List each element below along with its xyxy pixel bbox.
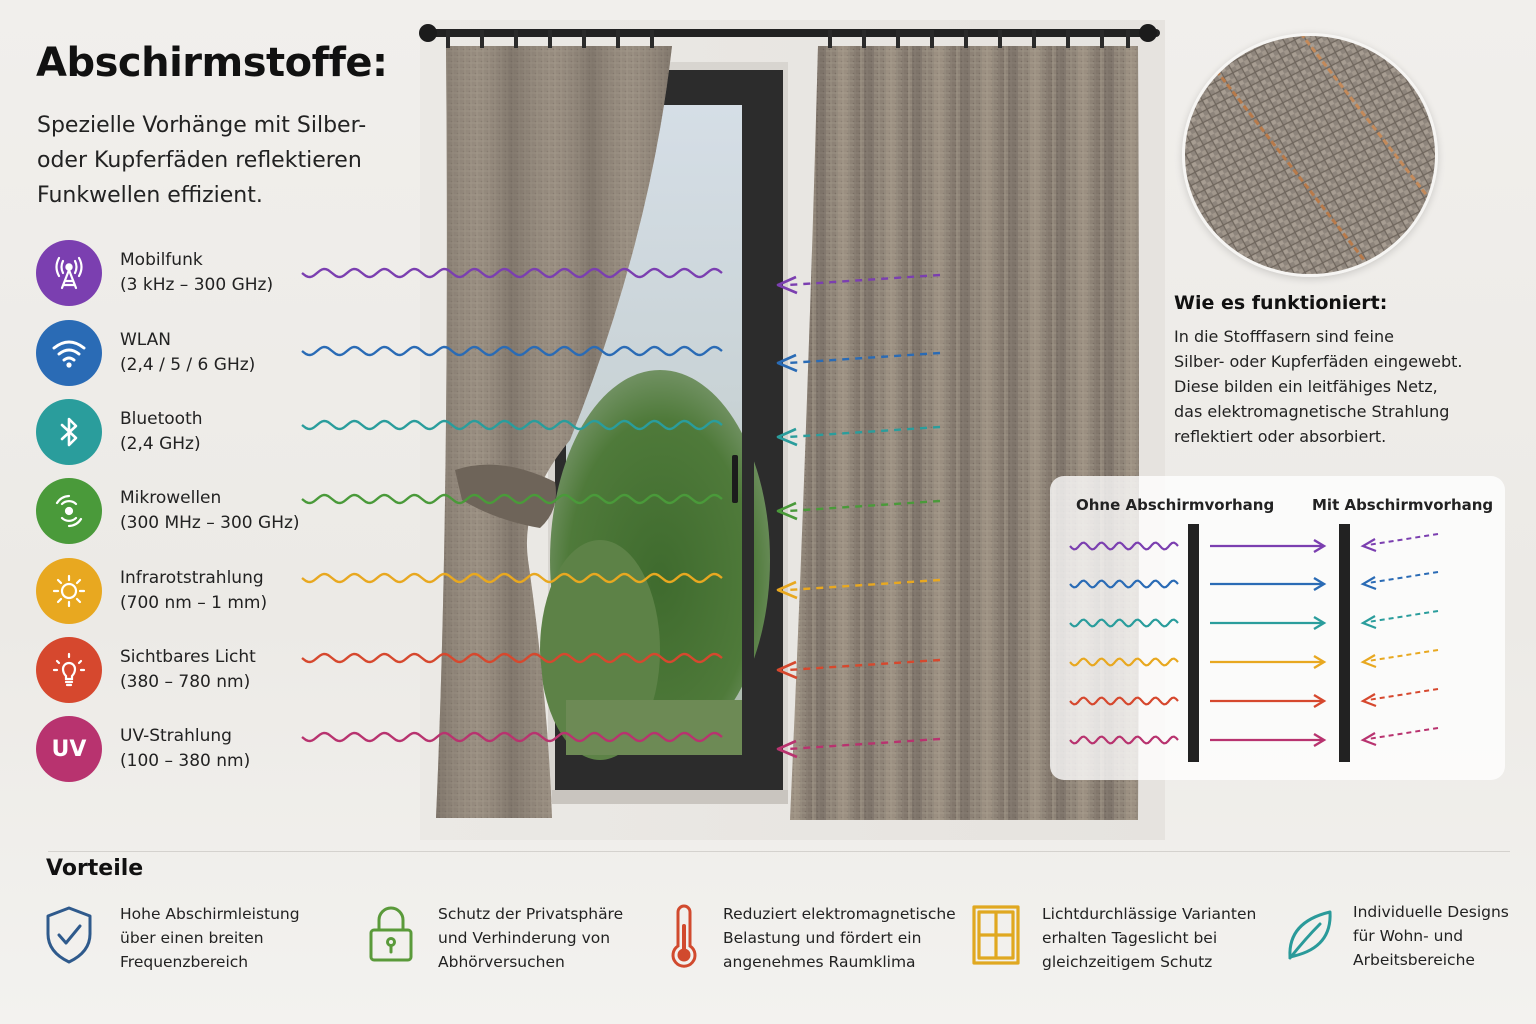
reflect-arrow — [1368, 611, 1438, 622]
comparison-wave — [1070, 620, 1178, 627]
band-name: Sichtbares Licht — [120, 647, 256, 667]
reflect-arrow — [1368, 728, 1438, 739]
reflect-arrow — [1368, 572, 1438, 583]
band-mobilfunk — [36, 240, 326, 310]
comparison-wave — [1070, 543, 1178, 550]
band-bluetooth — [36, 399, 326, 469]
with-curtain-label: Mit Abschirmvorhang — [1312, 496, 1494, 514]
window-sill — [552, 790, 788, 804]
window-mullion — [742, 80, 754, 780]
band-wlan — [36, 320, 326, 390]
band-name: UV-Strahlung — [120, 726, 232, 746]
leaf-icon — [1280, 902, 1338, 966]
comparison-wave — [1070, 659, 1178, 666]
padlock-icon — [362, 902, 420, 966]
advantages-title: Vorteile — [46, 856, 144, 881]
band-range: (100 – 380 nm) — [120, 751, 251, 771]
band-name: Bluetooth — [120, 409, 203, 429]
barrier-left — [1188, 524, 1199, 762]
comparison-panel — [1050, 476, 1505, 780]
reflect-arrow — [1368, 534, 1438, 545]
band-range: (3 kHz – 300 GHz) — [120, 275, 274, 295]
band-mikrowellen — [36, 478, 326, 548]
how-line: Diese bilden ein leitfähiges Netz, — [1174, 377, 1438, 396]
band-uv — [36, 716, 326, 786]
how-line: das elektromagnetische Strahlung — [1174, 402, 1450, 421]
page-title: Abschirmstoffe: — [36, 40, 388, 86]
how-it-works-title: Wie es funktioniert: — [1174, 292, 1388, 314]
advantage-text: Schutz der Privatsphäre und Verhinderung von Abhörversuchen — [438, 905, 624, 971]
advantage-text: Lichtdurchlässige Varianten erhalten Tageslicht bei gleichzeitigem Schutz — [1042, 905, 1257, 971]
how-line: reflektiert oder absorbiert. — [1174, 427, 1387, 446]
uv-icon: UV — [36, 716, 102, 782]
advantage-text: Hohe Abschirmleistung über einen breiten Frequenzbereich — [120, 905, 300, 971]
band-licht — [36, 637, 326, 707]
band-infrarot — [36, 558, 326, 628]
comparison-wave — [1070, 698, 1178, 705]
section-divider — [48, 851, 1510, 852]
band-name: Mobilfunk — [120, 250, 203, 270]
bluetooth-icon — [36, 399, 102, 465]
comparison-wave — [1070, 581, 1178, 588]
comparison-wave — [1070, 737, 1178, 744]
sun-icon — [36, 558, 102, 624]
band-range: (2,4 / 5 / 6 GHz) — [120, 355, 256, 375]
band-range: (300 MHz – 300 GHz) — [120, 513, 300, 533]
bulb-icon — [36, 637, 102, 703]
shield-check-icon — [40, 902, 98, 966]
rod-end-left — [419, 24, 437, 42]
how-line: In die Stofffasern sind feine — [1174, 327, 1394, 346]
how-it-works-text — [1174, 324, 1504, 449]
without-curtain-label: Ohne Abschirmvorhang — [1076, 496, 1275, 514]
antenna-icon — [36, 240, 102, 306]
band-name: Mikrowellen — [120, 488, 222, 508]
hedge — [566, 700, 742, 755]
window-icon — [966, 902, 1024, 966]
fabric-closeup — [1182, 33, 1438, 277]
advantage-text: Reduziert elektromagnetische Belastung und fördert ein angenehmes Raumklima — [723, 905, 956, 971]
page-subtitle: Spezielle Vorhänge mit Silber- oder Kupferfäden reflektieren Funkwellen effizient. — [37, 113, 367, 208]
advantage-text: Individuelle Designs für Wohn- und Arbeitsbereiche — [1353, 903, 1509, 969]
microwave-icon — [36, 478, 102, 544]
rod-end-right — [1139, 24, 1157, 42]
band-range: (380 – 780 nm) — [120, 672, 251, 692]
window-handle — [732, 455, 738, 503]
barrier-right — [1339, 524, 1350, 762]
reflect-arrow — [1368, 650, 1438, 661]
reflect-arrow — [1368, 689, 1438, 700]
thermometer-icon — [655, 902, 713, 972]
band-range: (700 nm – 1 mm) — [120, 593, 268, 613]
band-name: WLAN — [120, 330, 172, 350]
band-range: (2,4 GHz) — [120, 434, 201, 454]
wifi-icon — [36, 320, 102, 386]
how-line: Silber- oder Kupferfäden eingewebt. — [1174, 352, 1463, 371]
comparison-waves — [1070, 534, 1438, 746]
band-name: Infrarotstrahlung — [120, 568, 264, 588]
curtain-rod — [420, 29, 1160, 37]
